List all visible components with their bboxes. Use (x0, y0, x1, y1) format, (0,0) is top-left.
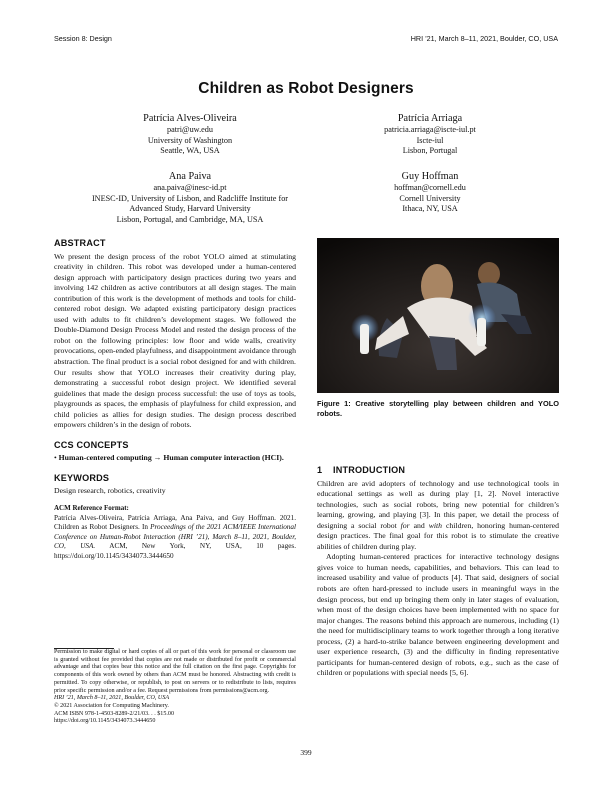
abstract-text: We present the design process of the robot YOLO aimed at stimulating creativity in children. This robot was developed under a human-centered design approach with participatory design practices during two years and involving 142 children as active contributors at all design stages. The main contribution of this work is the development of methods and tools for child-centered robot design. We adapted existing participatory design practices used with adults to fit children’s development stages. We followed the Double-Diamond Design Process Model and rested the design process of the robot on the following principles: low floor and wide walls, creativity provocations, open-ended playfulness, and disappointment avoidance through abstraction. The final product is a social robot designed for and with children. Our results show that YOLO increases their creativity during play, demonstrating a successful robot design project. We identified several guidelines that made the design process successful: the use of toys as tools, playgrounds as spaces, the emphasis of playfulness for child expression, and child policies as allies for design studies. The design process described empowers children’s in the design of robots. (54, 251, 296, 430)
left-column (54, 238, 296, 562)
figure-photo (317, 238, 559, 393)
author-block-2 (330, 112, 530, 157)
author-location: Lisbon, Portugal, and Cambridge, MA, USA (116, 214, 264, 224)
running-header-right: HRI ’21, March 8–11, 2021, Boulder, CO, USA (410, 34, 558, 43)
keywords-text: Design research, robotics, creativity (54, 486, 166, 496)
intro-text: children, honoring human-centered design practices. The final goal for this robot is to stimulate the creative abilities of children during play. (317, 520, 559, 551)
permission-block (54, 649, 296, 726)
ccs-heading: CCS CONCEPTS (54, 439, 129, 450)
author-affiliation: INESC-ID, University of Lisbon, and Radcliffe Institute for (91, 193, 289, 203)
intro-paragraph-2: Adopting human-centered practices for interactive technology designs gives voice to human needs, capabilities, and behaviors. This can lead to increased usability and value of products [4]. That said, designers of social robots are often hard-pressed to include users in meaningful ways in the design process, but end up bringing them only in later stages of evaluation, when most of the design choices have been implemented with no space for major changes. The reasons behind this approach are numerous, including (1) the need for multidisciplinary teams to work together through a long iterative process, (2) a hard-to-strike balance between engineering development and user experience research, (3) and the difficulty in finding representative participants for human-centered design of robots, e.g., such as the case of children or populations with special needs [5, 6]. (317, 552, 559, 678)
author-email: hoffman@cornell.edu (394, 183, 466, 192)
author-email: ana.paiva@inesc-id.pt (153, 183, 227, 192)
author-name: Guy Hoffman (401, 171, 459, 182)
author-location: Lisbon, Portugal (402, 146, 458, 156)
intro-emphasis: with (428, 520, 443, 530)
paper-title: Children as Robot Designers (198, 80, 414, 97)
children-playing-illustration (317, 238, 559, 393)
intro-paragraph-1 (317, 479, 559, 553)
right-column (317, 465, 559, 679)
permission-text: Permission to make digital or hard copies of all or part of this work for personal or classroom use is granted without fee provided that copies are not made or distributed for profit or commercial advantage and that copies bear this notice and the full citation on the first page. Copyrights for components of this work owned by others than ACM must be honored. Abstracting with credit is permitted. To copy otherwise, or republish, to post on servers or to redistribute to lists, requires prior specific permission and/or a fee. Request permissions from permissions@acm.org. (54, 649, 296, 694)
author-block-4 (330, 170, 530, 215)
reference-publisher: ACM, New York, NY, USA, 10 pages. https://doi.org/10.1145/3434073.3444650 (54, 542, 296, 560)
abstract-heading: ABSTRACT (54, 238, 106, 248)
author-affiliation: University of Washington (147, 135, 233, 145)
permission-venue: HRI ’21, March 8–11, 2021, Boulder, CO, USA (54, 695, 170, 702)
permission-isbn: ACM ISBN 978-1-4503-8289-2/21/03. . . $15.00 (54, 710, 175, 717)
page-number: 399 (300, 748, 312, 757)
author-email: patricia.arriaga@iscte-iul.pt (384, 125, 476, 134)
permission-copyright: © 2021 Association for Computing Machinery. (54, 702, 169, 709)
acm-reference-text (54, 514, 296, 562)
author-location: Seattle, WA, USA (160, 146, 220, 156)
figure-caption: Figure 1: Creative storytelling play between children and YOLO robots. (317, 399, 559, 418)
author-affiliation-2: Advanced Study, Harvard University (129, 204, 251, 214)
ccs-bullet: • (54, 453, 57, 463)
intro-text: Children are avid adopters of technology and use technological tools in educational settings as well as during play [1, 2]. Novel interactive technologies, such as social robots, bring new potential for children’s learning, growing, and playing [3]. In this paper, we detail the process of designing a social robot (317, 478, 559, 530)
author-name: Patrícia Arriaga (397, 113, 463, 124)
ccs-text (54, 453, 296, 464)
author-name: Ana Paiva (168, 171, 212, 182)
intro-section-number: 1 (317, 465, 323, 475)
ccs-concept: Human-centered computing → Human computer interaction (HCI). (58, 453, 284, 463)
running-header-left: Session 8: Design (54, 34, 112, 43)
author-email: patri@uw.edu (167, 125, 213, 134)
author-location: Ithaca, NY, USA (402, 204, 458, 214)
intro-heading (317, 465, 559, 476)
author-affiliation: Cornell University (399, 193, 461, 203)
intro-section-title: INTRODUCTION (333, 465, 406, 475)
author-block-1 (84, 112, 296, 157)
author-name: Patrícia Alves-Oliveira (143, 113, 237, 124)
acm-reference-heading: ACM Reference Format: (54, 504, 129, 513)
permission-doi: https://doi.org/10.1145/3434073.3444650 (54, 718, 156, 725)
keywords-heading: KEYWORDS (54, 472, 110, 483)
author-block-3 (54, 170, 326, 225)
author-affiliation: Iscte-iul (416, 135, 444, 145)
intro-emphasis: for (400, 520, 410, 530)
reference-venue: Proceedings of the 2021 ACM/IEEE International Conference on Human-Robot Interaction (HRI ’21), March 8–11, 2021, Boulder, CO, USA. (54, 523, 296, 551)
intro-text: and (409, 520, 429, 530)
reference-authors: Patrícia Alves-Oliveira, Patrícia Arriaga, Ana Paiva, and Guy Hoffman. 2021. Children as Robot Designers. In (54, 513, 296, 532)
